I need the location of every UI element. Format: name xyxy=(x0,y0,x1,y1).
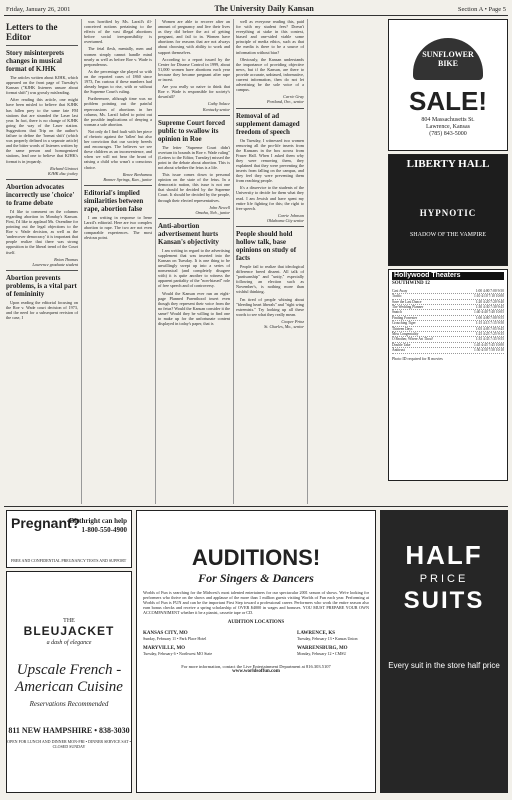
letter-body: It's a disservice to the students of the University to decide for them what they read. I am Jewish and have spent my entire life fighting for this; the right to free speech. xyxy=(236,185,304,211)
price-text: PRICE xyxy=(419,573,469,585)
letter-signature: Brian Thomas Lawrence graduate student xyxy=(32,256,78,267)
audition-subtitle: For Singers & Dancers xyxy=(198,571,314,585)
letter-body: Are you really so naive to think that Roe v. Wade is responsible for society's downfall? xyxy=(158,84,230,100)
bleujacket-hours: OPEN FOR LUNCH AND DINNER MON-FRI • DINNER SERVICE SAT • CLOSED SUNDAY xyxy=(7,739,131,749)
column-divider xyxy=(155,19,156,504)
suits-tagline: Every suit in the store half price xyxy=(388,661,500,670)
movie-name: Finding Forrester xyxy=(392,315,418,320)
letter-body: I am writing in regard to the advertising supplement that was inserted into the Kansan on Tuesday. It is one thing to be unwillingly swept up into a series of nonsensical (and completely disagree with) it is quite another to witness the apparent partiality of the "non-biased" role of free speech and of controversy. xyxy=(158,247,230,289)
showtimes-list xyxy=(392,289,504,354)
letter-body: The fetal flesh, mentally, men and women simply cannot handle mind nearly as well as before Roe v. Wade is preponderous. xyxy=(84,46,152,67)
ad-phone: (785) 843-5000 xyxy=(429,131,467,137)
movie-name: The Wedding Planner xyxy=(392,305,424,310)
section-heading: Letters to the Editor xyxy=(6,22,58,42)
column-1 xyxy=(6,19,78,322)
movie-name: Snatch xyxy=(392,310,402,315)
letter-body: This issue comes down to personal opinion on the state of the fetus. In a democratic nation, this issue is not one that should be decided by the Supreme Court. It should be decided by the people, through their elected representatives. xyxy=(158,172,230,203)
letter-body: I'd like to comment on the columns regarding abortion in Monday's Kansan. First, I'd like to applaud Ms. Oxendine for pointing out the legal objections to the Roe v. Wade decision, as well as the 'undercover democracy' it is important that people realize that there was strong opposition to the liberal trend of the Court itself. xyxy=(6,208,78,255)
movie-name: Miss Congeniality xyxy=(392,332,419,337)
divider xyxy=(6,45,78,46)
bleujacket-name: BLEUJACKET xyxy=(23,624,115,638)
movie-times: 1:15 4:15 7:15 9:50 xyxy=(475,321,504,326)
divider xyxy=(158,218,230,219)
letter-body: well as everyone reading this, paid for with my student fees? Doesn't everything at stake in this context, biased and one-sided viable some principle of media ethics, such as that the media is there to be a source of information without bias? xyxy=(236,19,304,55)
divider xyxy=(4,506,508,507)
column-divider xyxy=(307,19,308,504)
sale-text: SALE! xyxy=(409,86,487,116)
liberty-hall-ad[interactable] xyxy=(388,154,508,266)
letter-body: Obviously, the Kansan understands the importance of providing objective news, but if the Kansan, are there to provide accurate, unbiased, informative, current information, then do not let advertising be the sole voice of a campus. xyxy=(236,56,304,93)
column-divider xyxy=(233,19,234,504)
movie-name: Cast Away xyxy=(392,288,408,293)
half-price-suits-ad[interactable] xyxy=(380,510,508,793)
ad-city: Lawrence, Kansas xyxy=(426,124,470,130)
letter-signature: Renee Benhamou Bonner Springs, Kan., junior xyxy=(103,171,152,182)
masthead-section: Section A • Page 5 xyxy=(457,6,506,13)
movie-times: 1:20 4:20 7:20 9:40 xyxy=(475,299,504,304)
letter-body: According to a report issued by the Center for Disease Control in 1999, about 51,000 women have abortions each year because they became pregnant after rape or incest. xyxy=(158,56,230,83)
letter-headline: Story misinterprets changes in musical format of KJHK xyxy=(6,49,64,73)
letter-signature: Cathy Solace Kentucky senior xyxy=(202,101,230,112)
audition-title: AUDITIONS! xyxy=(191,545,321,570)
letter-body: As the percentage she played so with on the reported cases of 1860 since 1973, I'm curious if these numbers had already begun to rise, with or without the Supreme Court's ruling. xyxy=(84,68,152,95)
newspaper-page xyxy=(4,3,508,797)
letter-body: Women are able to recover after an amount of pregnancy and live their lives as they did before the act of getting pregnant, and fail to in. Women have abortions for reasons that are not always about choosing with ability to work and support themselves. xyxy=(158,19,230,55)
birthright-note: FREE AND CONFIDENTIAL PREGNANCY TESTS AND SUPPORT xyxy=(11,558,127,563)
movie-times: 1:50 4:50 7:50 10:10 xyxy=(473,348,504,353)
column-2 xyxy=(84,19,152,242)
divider xyxy=(6,270,78,271)
masthead xyxy=(4,3,508,16)
divider xyxy=(84,185,152,186)
worlds-of-fun-audition-ad[interactable] xyxy=(136,510,376,793)
column-divider xyxy=(81,19,82,504)
letter-body: Would the Kansan ever run an eight-page Planned Parenthood insert even though they represent their voice from the no fetus? Would the Kansan consider it the same? Would they be willing to find one to make up for the unfortunate content displayed in today's paper, that is xyxy=(158,290,230,327)
letter-body: On Tuesday, I witnessed two women removing all the pro-life inserts from the Kansans in the box across from Fraser Hall. When I asked them why they were removing them, they explained that they were preventing the inserts from falling on the campus, and they feel they were preventing them from reaching people. xyxy=(236,137,304,184)
movie-times: 1:00 4:00 7:00 9:50 xyxy=(475,288,504,293)
letter-headline: Abortion advocates incorrectly use 'choice' to frame debate xyxy=(6,182,75,207)
hollywood-theaters-ad[interactable] xyxy=(388,269,508,481)
movie-times: 1:05 4:05 7:05 9:45 xyxy=(475,326,504,331)
movie-times: 1:10 4:10 7:10 10:00 xyxy=(473,294,504,299)
column-3 xyxy=(158,19,230,328)
pregnant-headline: Pregnant? xyxy=(11,515,81,531)
divider xyxy=(236,226,304,227)
bleujacket-tagline: a dash of elegance xyxy=(46,640,92,646)
audition-city: KANSAS CITY, MO Sunday, February 11 • Park Place Hotel MARYVILLE, MO Tuesday, February 6 • Northwest MO State xyxy=(143,631,213,656)
movie-title: HYPNOTIC xyxy=(419,208,477,218)
half-text: HALF xyxy=(405,540,483,570)
audition-locations: AUDITION LOCATIONS xyxy=(227,620,285,625)
letter-body: Not only do I find fault with her piece of rhetoric against the 'fallen' but also her conviction that our society breeds and encourages. The believes we see these children as an inconvenience, and when we will not bear the brunt of raising a child who wasn't a conscious choice. xyxy=(84,128,152,170)
movie-times: 1:45 4:45 7:45 10:00 xyxy=(473,342,504,347)
bleujacket-the: THE xyxy=(63,618,75,624)
theater-subheader: SOUTHWIND 12 xyxy=(392,281,430,287)
sunflower-logo: SUNFLOWER BIKE xyxy=(413,38,483,80)
letter-body: After reading this article, one might have been misled to believe that KJHK has fallen prey to the same fate FM stations that are stranded the Laser last year. In fact, there is no change of KJHK going the way of the Laser station. Suggestions that Trip on the author's failure to define the 'format shift' (which was properly defined in a separate article) and the bitter words of listeners written by the same person and homogenized stations, lead one to believe that KJHK's format is in jeopardy. xyxy=(6,97,78,164)
movie-name: Traffic xyxy=(392,294,402,299)
movie-name: Save the Last Dance xyxy=(392,299,422,304)
audition-city: LAWRENCE, KS Tuesday, February 13 • Kansas Union WARRENSBURG, MO Monday, February 12 • CMSU xyxy=(297,631,358,656)
letter-headline: Supreme Court forced public to swallow its opinion in Roe xyxy=(158,118,226,143)
letter-body: I'm tired of people whining about "bleeding heart liberals" and "right wing extremists." Try looking up all these words to see what they really mean. xyxy=(236,296,304,317)
movie-times: 1:00 4:00 7:00 9:55 xyxy=(475,315,504,320)
audition-body: Worlds of Fun is searching for the Midwest's most talented entertainers for our spectacular 2001 season of shows. We're looking for performers who thrive on the shows and applause of the more than 1 million guests visiting Worlds of Fun each year. Performing at Worlds of Fun is FUN and can be the important First Step toward a professional career. Performers who work the entire season also earn bonus checks and receive a spring scholarship of OVER $4000 in wages and bonuses. YOU MUST PREPARE YOUR OWN ACCOMPANIMENT whether it be a pianist, cassette tape or CD. xyxy=(143,590,369,615)
movie-times: 1:30 4:30 7:30 9:45 xyxy=(475,305,504,310)
birthright-ad[interactable] xyxy=(6,510,132,568)
letter-body: The letter "Supreme Court didn't overturn its bounds in Roe v. Wade ruling" (Letters to the Editor, Tuesday) missed the point in the debate about abortion. This is not about whether the fetus is a life. xyxy=(158,144,230,170)
letter-headline: Anti-abortion advertisement hurts Kansan's objectivity xyxy=(158,221,219,246)
movie-name: Thirteen Days xyxy=(392,326,413,331)
movie-times: 1:25 4:25 7:25 9:35 xyxy=(475,332,504,337)
letter-signature: Carrie Johnson Oklahoma City senior xyxy=(267,212,304,223)
theater-header: Hollywood Theaters xyxy=(392,272,504,280)
masthead-title: The University Daily Kansan xyxy=(214,4,314,13)
letter-body: People fail to realize that ideological difference breed dissent. All talk of "partisanship" and "unity," especially following an election such as November's, is nothing more than wishful thinking. xyxy=(236,264,304,295)
letter-headline: Editorial's implied similarities between rape, abortion false xyxy=(84,188,144,213)
masthead-date: Friday, January 26, 2001 xyxy=(6,6,71,13)
letter-signature: John Newell Omaha, Neb., junior xyxy=(195,204,230,215)
movie-name: Antitrust xyxy=(392,348,405,353)
letter-body: Furthermore, although time was no problem pointing out the painful repercussions of abortions in her column, Ms. Larzil failed to point out the possible implications of denying a woman a safe abortion. xyxy=(84,96,152,127)
bleujacket-ad[interactable] xyxy=(6,571,132,793)
divider xyxy=(158,115,230,116)
reservations: Reservations Recommended xyxy=(29,700,109,708)
audition-web[interactable]: www.worldsoffun.com xyxy=(232,669,280,674)
right-ad-column xyxy=(388,19,508,504)
movie-name: Double Take xyxy=(392,342,411,347)
movie-times: 1:40 4:40 7:40 10:05 xyxy=(473,310,504,315)
letter-body: Upon reading the editorial focusing on the Roe v. Wade court decision of 1973, and the need for a subsequent revision of the case, I xyxy=(6,299,78,321)
bleujacket-address: 811 NEW HAMPSHIRE • 838-3030 xyxy=(8,726,130,735)
audition-cities xyxy=(143,631,369,656)
letter-signature: Richard Gintowt KJHK disc jockey xyxy=(48,165,78,176)
letter-headline: Abortion prevents problems, is a vital part of femininity xyxy=(6,273,77,298)
movie-subtitle: SHADOW OF THE VAMPIRE xyxy=(409,232,487,238)
letter-body: The articles written about KJHK, which appeared on the front page of Tuesday's Kansan ("KJHK listeners unsure about format shift") was grossly misleading. xyxy=(6,75,78,96)
letter-headline: People should hold hollow talk, base opinions on study of facts xyxy=(236,230,297,262)
theater-footer: Photo ID required for R movies xyxy=(392,355,443,361)
ad-address: 804 Massachusetts St. xyxy=(421,117,475,123)
suits-text: SUITS xyxy=(403,587,485,614)
movie-name: Crouching Tiger xyxy=(392,321,416,326)
audition-contact: For more information, contact the Live Entertainment Department at 816.303.5107 xyxy=(181,664,331,669)
cuisine-line1: Upscale French - xyxy=(16,662,122,678)
movie-times: 1:35 4:35 7:35 9:55 xyxy=(475,337,504,342)
divider xyxy=(236,108,304,109)
cuisine-line2: American Cuisine xyxy=(15,679,123,695)
birthright-contact: Birthright can help 1-800-550-4900 xyxy=(69,517,127,534)
letter-headline: Removal of ad supplement damaged freedom of speech xyxy=(236,111,300,136)
letter-body: I am writing in response to Irene Larzil's editorial. Here are two complex abortion to rape. The two are not even comparable experiences. The most obvious point. xyxy=(84,214,152,241)
letter-body: was horrified by Ms. Larzil's ill-conceived notions pertaining to the effects of the vast illegal abortions before social irresponsibility is overturned. xyxy=(84,19,152,45)
letter-signature: Cooper Prinz St. Charles, Mo., senior xyxy=(264,318,304,330)
letter-signature: Carrie Gray Portland, Ore., senior xyxy=(267,94,304,105)
column-4 xyxy=(236,19,304,331)
movie-name: O Brother, Where Art Thou? xyxy=(392,337,434,342)
liberty-hall-title: LIBERTY HALL xyxy=(406,158,490,170)
showtime-row xyxy=(392,348,504,353)
sunflower-bike-ad[interactable] xyxy=(388,19,508,151)
divider xyxy=(6,179,78,180)
